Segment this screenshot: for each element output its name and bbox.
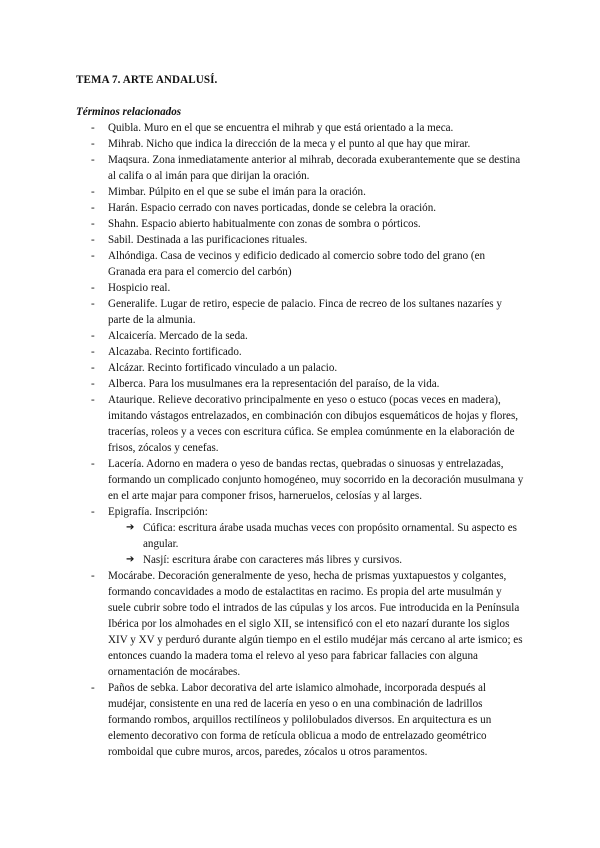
list-item: - Sabil. Destinada a las purificaciones rituales. (0, 232, 525, 248)
list-item: - Alcazaba. Recinto fortificado. (0, 344, 525, 360)
list-item: - Alhóndiga. Casa de vecinos y edificio dedicado al comercio sobre todo del grano (en Granada era para el comercio del carbón) (0, 248, 525, 280)
list-item: - Harán. Espacio cerrado con naves porticadas, donde se celebra la oración. (0, 200, 525, 216)
terms-list (0, 120, 600, 760)
list-item: - Ataurique. Relieve decorativo principalmente en yeso o estuco (pocas veces en madera), imitando vástagos entrelazados, en combinación con dibujos esquemáticos de hojas y flores, tracerías, roleos y a veces con escritura cúfica. Se emplea comúnmente en la elaboración de frisos, zócalos y cenefas. (0, 392, 525, 456)
list-item: - Lacería. Adorno en madera o yeso de bandas rectas, quebradas o sinuosas y entrelazadas, formando un complicado conjunto homogéneo, muy socorrido en la decoración musulmana y en el arte majar para componer frisos, harneruelos, celosías y al larges. (0, 456, 525, 504)
list-item: - Mimbar. Púlpito en el que se sube el imán para la oración. (0, 184, 525, 200)
list-item: - Hospicio real. (0, 280, 525, 296)
list-item: - Maqsura. Zona inmediatamente anterior al mihrab, decorada exuberantemente que se destina al califa o al imán para que dirijan la oración. (0, 152, 525, 184)
list-item: - Mocárabe. Decoración generalmente de yeso, hecha de prismas yuxtapuestos y colgantes, formando concavidades a modo de estalactitas en racimo. Es propia del arte musulmán y suele cubrir sobre todo el intrados de las cúpulas y los arcos. Fue introducida en la Península Ibérica por los almohades en el siglo XII, se intensificó con el eto nazarí durante los siglos XIV y XV y perduró durante algún tiempo en el estilo mudéjar más cercano al arte ismico; es entonces cuando la madera toma el relevo al yeso para fabricar fallacies con alguna ornamentación de mocárabes. (0, 568, 525, 680)
document-title: TEMA 7. ARTE ANDALUSÍ. (76, 74, 218, 86)
sub-list-item: ➔ Nasjí: escritura árabe con caracteres más libres y cursivos. (108, 552, 519, 568)
list-item: - Alcaicería. Mercado de la seda. (0, 328, 525, 344)
sub-list-item: ➔ Cúfica: escritura árabe usada muchas veces con propósito ornamental. Su aspecto es angular. (108, 520, 519, 552)
list-item: - Generalife. Lugar de retiro, especie de palacio. Finca de recreo de los sultanes nazaríes y parte de la almunia. (0, 296, 525, 328)
list-item: - Quibla. Muro en el que se encuentra el mihrab y que está orientado a la meca. (0, 120, 525, 136)
section-title: Términos relacionados (76, 106, 182, 118)
list-item: - Alcázar. Recinto fortificado vinculado a un palacio. (0, 360, 525, 376)
list-item-text: Epigrafía. Inscripción: (108, 506, 208, 518)
epigrafia-sublist (108, 520, 525, 568)
list-item-epigrafia (0, 504, 525, 568)
list-item: - Mihrab. Nicho que indica la dirección de la meca y el punto al que hay que mirar. (0, 136, 525, 152)
list-item: - Paños de sebka. Labor decorativa del arte islamico almohade, incorporada después al mudéjar, consistente en una red de lacería en yeso o en una combinación de ladrillos formando rombos, arquillos rectilíneos y polilobulados diversos. En arquitectura es un elemento decorativo con forma de retícula oblicua a modo de entrelazado geométrico romboidal que cubre muros, arcos, paredes, zócalos u otros paramentos. (0, 680, 525, 760)
list-item: - Shahn. Espacio abierto habitualmente con zonas de sombra o pórticos. (0, 216, 525, 232)
list-item: - Alberca. Para los musulmanes era la representación del paraíso, de la vida. (0, 376, 525, 392)
